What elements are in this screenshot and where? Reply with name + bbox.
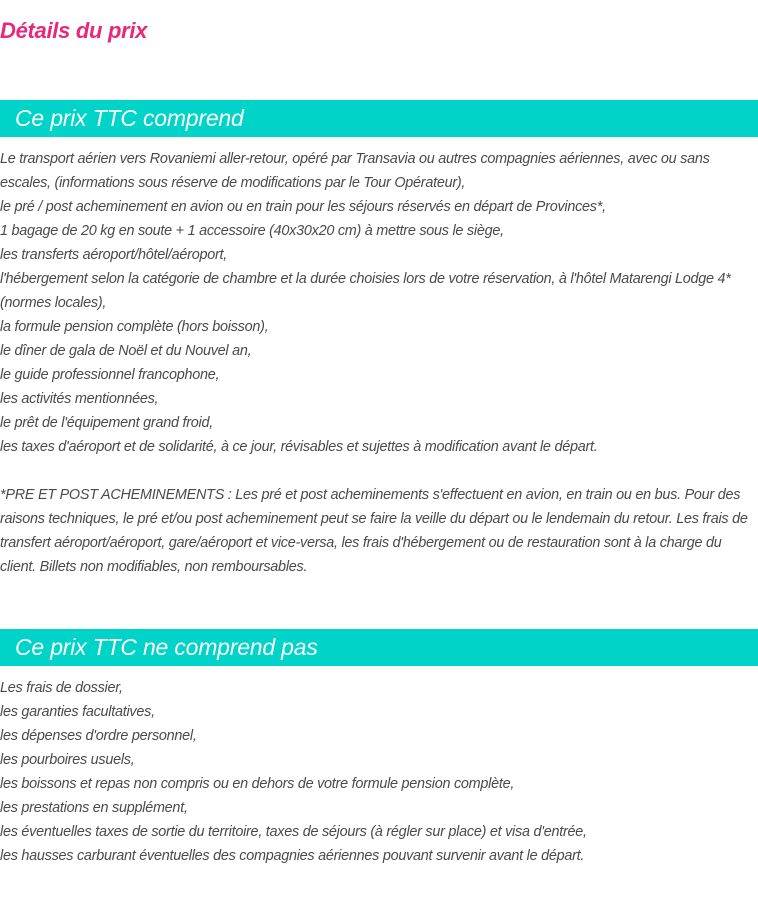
includes-list [0, 147, 752, 459]
includes-item: 1 bagage de 20 kg en soute + 1 accessoire (40x30x20 cm) à mettre sous le siège, [0, 223, 504, 239]
includes-item: les transferts aéroport/hôtel/aéroport, [0, 247, 228, 263]
excludes-item: les pourboires usuels, [0, 752, 135, 768]
includes-item: les taxes d'aéroport et de solidarité, à ce jour, révisables et sujettes à modification avant le départ. [0, 439, 598, 455]
excludes-item: les boissons et repas non compris ou en dehors de votre formule pension complète, [0, 776, 515, 792]
excludes-item: les éventuelles taxes de sortie du territoire, taxes de séjours (à régler sur place) et visa d'entrée, [0, 824, 587, 840]
page-title: Détails du prix [0, 18, 148, 43]
includes-item: le guide professionnel francophone, [0, 367, 220, 383]
includes-heading: Ce prix TTC comprend [0, 100, 758, 137]
excludes-heading: Ce prix TTC ne comprend pas [0, 629, 758, 666]
includes-item: la formule pension complète (hors boisson), [0, 319, 269, 335]
includes-item: les activités mentionnées, [0, 391, 159, 407]
acheminement-note [0, 483, 752, 579]
excludes-item: les garanties facultatives, [0, 704, 155, 720]
includes-item: le dîner de gala de Noël et du Nouvel an, [0, 343, 252, 359]
includes-item: l'hébergement selon la catégorie de chambre et la durée choisies lors de votre réservation, à l'hôtel Matarengi Lodge 4* (normes locales), [0, 271, 731, 311]
includes-item: le prêt de l'équipement grand froid, [0, 415, 213, 431]
includes-item: le pré / post acheminement en avion ou en train pour les séjours réservés en départ de Provinces*, [0, 199, 606, 215]
excludes-item: les hausses carburant éventuelles des compagnies aériennes pouvant survenir avant le départ. [0, 848, 585, 864]
acheminement-note-text: *PRE ET POST ACHEMINEMENTS : Les pré et post acheminements s'effectuent en avion, en train ou en bus. Pour des raisons techniques, le pré et/ou post acheminement peut se faire la veille du départ ou le lendemain du retour. Les frais de transfert aéroport/aéroport, gare/aéroport et vice-versa, les frais d'hébergement ou de restauration sont à la charge du client. Billets non modifiables, non remboursables. [0, 487, 748, 575]
excludes-item: Les frais de dossier, [0, 680, 123, 696]
includes-item: Le transport aérien vers Rovaniemi aller-retour, opéré par Transavia ou autres compagnies aériennes, avec ou sans escales, (informations sous réserve de modifications par le Tour Opérateur), [0, 151, 710, 191]
excludes-list [0, 676, 752, 868]
excludes-item: les prestations en supplément, [0, 800, 188, 816]
excludes-item: les dépenses d'ordre personnel, [0, 728, 197, 744]
